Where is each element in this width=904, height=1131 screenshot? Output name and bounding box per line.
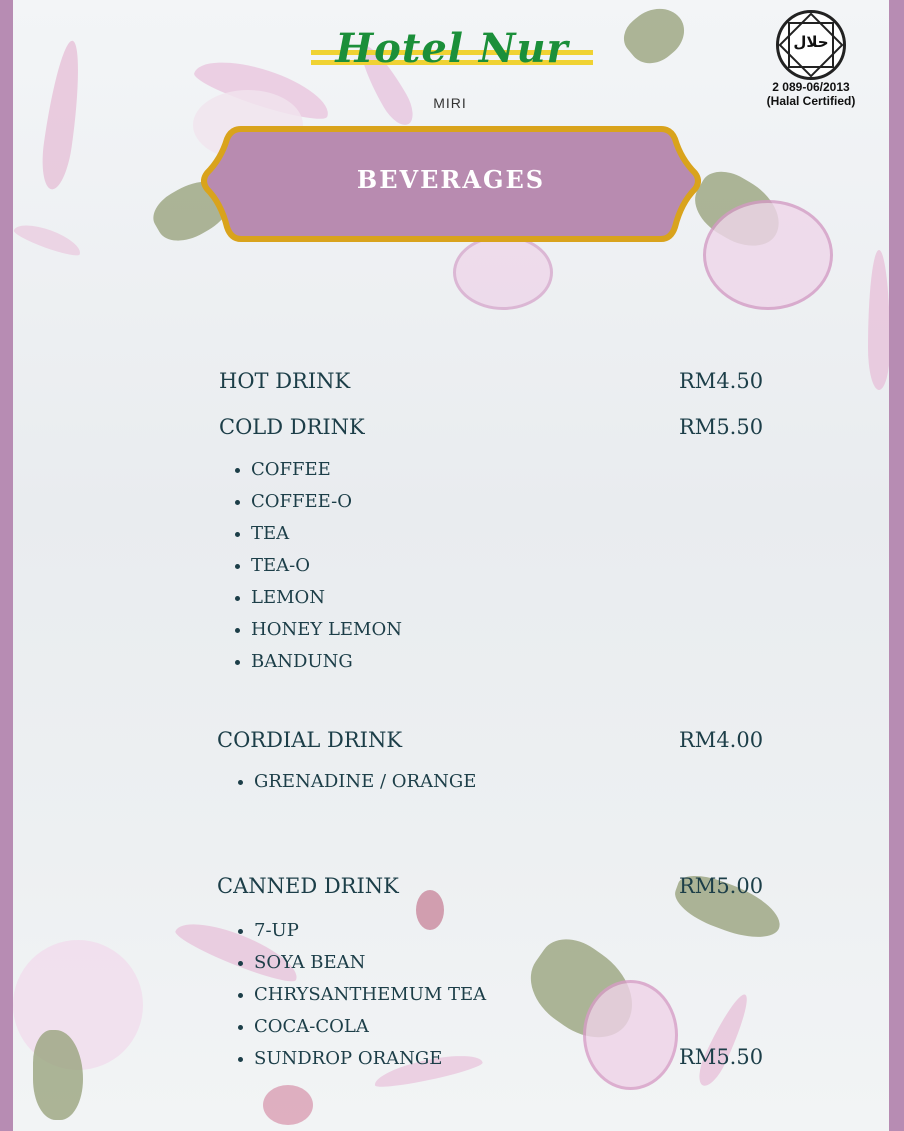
list-item: TEA-O xyxy=(229,550,402,582)
list-item: COFFEE xyxy=(229,454,402,486)
banner-title: BEVERAGES xyxy=(356,165,546,194)
canned-drink-list xyxy=(232,915,486,1075)
beverage-menu xyxy=(13,0,889,1131)
list-item: SOYA BEAN xyxy=(232,947,486,979)
list-item: 7-UP xyxy=(232,915,486,947)
list-item: TEA xyxy=(229,518,402,550)
cordial-drink-list xyxy=(232,766,476,798)
brand-name: Hotel Nur xyxy=(335,25,569,72)
canned-drink-name: CANNED DRINK xyxy=(217,874,399,898)
cordial-drink-price: RM4.00 xyxy=(679,728,764,752)
halal-cert-label: (Halal Certified) xyxy=(766,94,856,108)
list-item: HONEY LEMON xyxy=(229,614,402,646)
cordial-drink-name: CORDIAL DRINK xyxy=(217,728,403,752)
menu-page xyxy=(13,0,889,1131)
cold-drink-name: COLD DRINK xyxy=(219,415,365,439)
list-item: LEMON xyxy=(229,582,402,614)
hot-drink-name: HOT DRINK xyxy=(219,369,351,393)
sundrop-orange-price: RM5.50 xyxy=(679,1045,764,1069)
list-item: GRENADINE / ORANGE xyxy=(232,766,476,798)
city-label: MIRI xyxy=(433,95,467,111)
halal-cert-number: 2 089-06/2013 xyxy=(772,80,850,94)
list-item: COFFEE-O xyxy=(229,486,402,518)
cold-drink-list xyxy=(229,454,402,678)
list-item: SUNDROP ORANGE xyxy=(232,1043,486,1075)
list-item: CHRYSANTHEMUM TEA xyxy=(232,979,486,1011)
canned-drink-price: RM5.00 xyxy=(679,874,764,898)
list-item: COCA-COLA xyxy=(232,1011,486,1043)
hot-drink-price: RM4.50 xyxy=(679,369,764,393)
halal-seal-text: حلال xyxy=(793,33,829,51)
list-item: BANDUNG xyxy=(229,646,402,678)
cold-drink-price: RM5.50 xyxy=(679,415,764,439)
